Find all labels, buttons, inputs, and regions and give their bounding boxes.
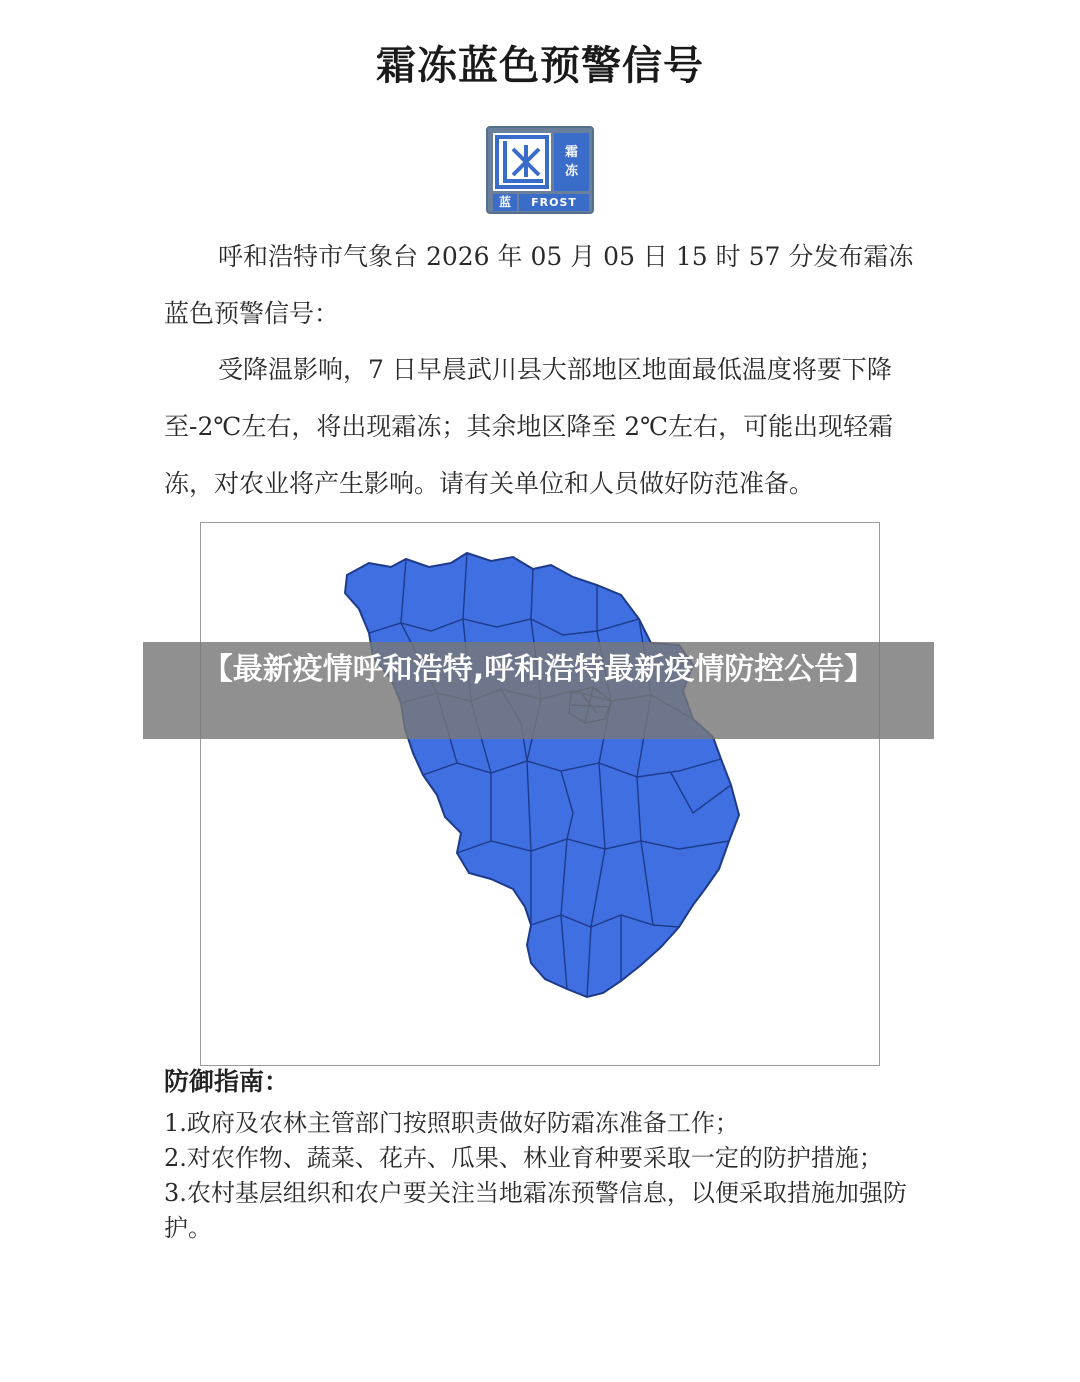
guide-item: 2.对农作物、蔬菜、花卉、瓜果、林业育种要采取一定的防护措施； [164,1144,883,1172]
guide-heading: 防御指南： [164,1067,290,1096]
forecast-text: 受降温影响，7 日早晨武川县大部地区地面最低温度将要下降至-2℃左右，将出现霜冻；其余地区降至 2℃左右，可能出现轻霜冻，对农业将产生影响。请有关单位和人员做好防范准备。 [164,355,894,498]
warning-area-map [200,522,880,1066]
badge-side-char-2: 冻 [564,164,578,179]
guide-list [164,1106,924,1246]
map-svg [201,523,881,1067]
badge-color-label: 蓝 [493,194,517,211]
announcement-paragraph [164,228,924,342]
warning-region-shape [345,553,739,997]
badge-english-label: FROST [519,194,589,211]
guide-item: 3.农村基层组织和农户要关注当地霜冻预警信息，以便采取措施加强防护。 [164,1179,907,1242]
frost-warning-icon [493,133,551,191]
forecast-paragraph [164,341,924,512]
headline-banner[interactable]: 【最新疫情呼和浩特,呼和浩特最新疫情防控公告】 [143,642,934,739]
frost-warning-badge [486,126,594,214]
badge-side-label [554,133,589,191]
announcement-text: 呼和浩特市气象台 2026 年 05 月 05 日 15 时 57 分发布霜冻蓝色预警信号： [164,242,914,328]
badge-side-char-1: 霜 [564,145,578,160]
guide-item: 1.政府及农林主管部门按照职责做好防霜冻准备工作； [164,1109,739,1137]
page-title: 霜冻蓝色预警信号 [376,42,704,89]
